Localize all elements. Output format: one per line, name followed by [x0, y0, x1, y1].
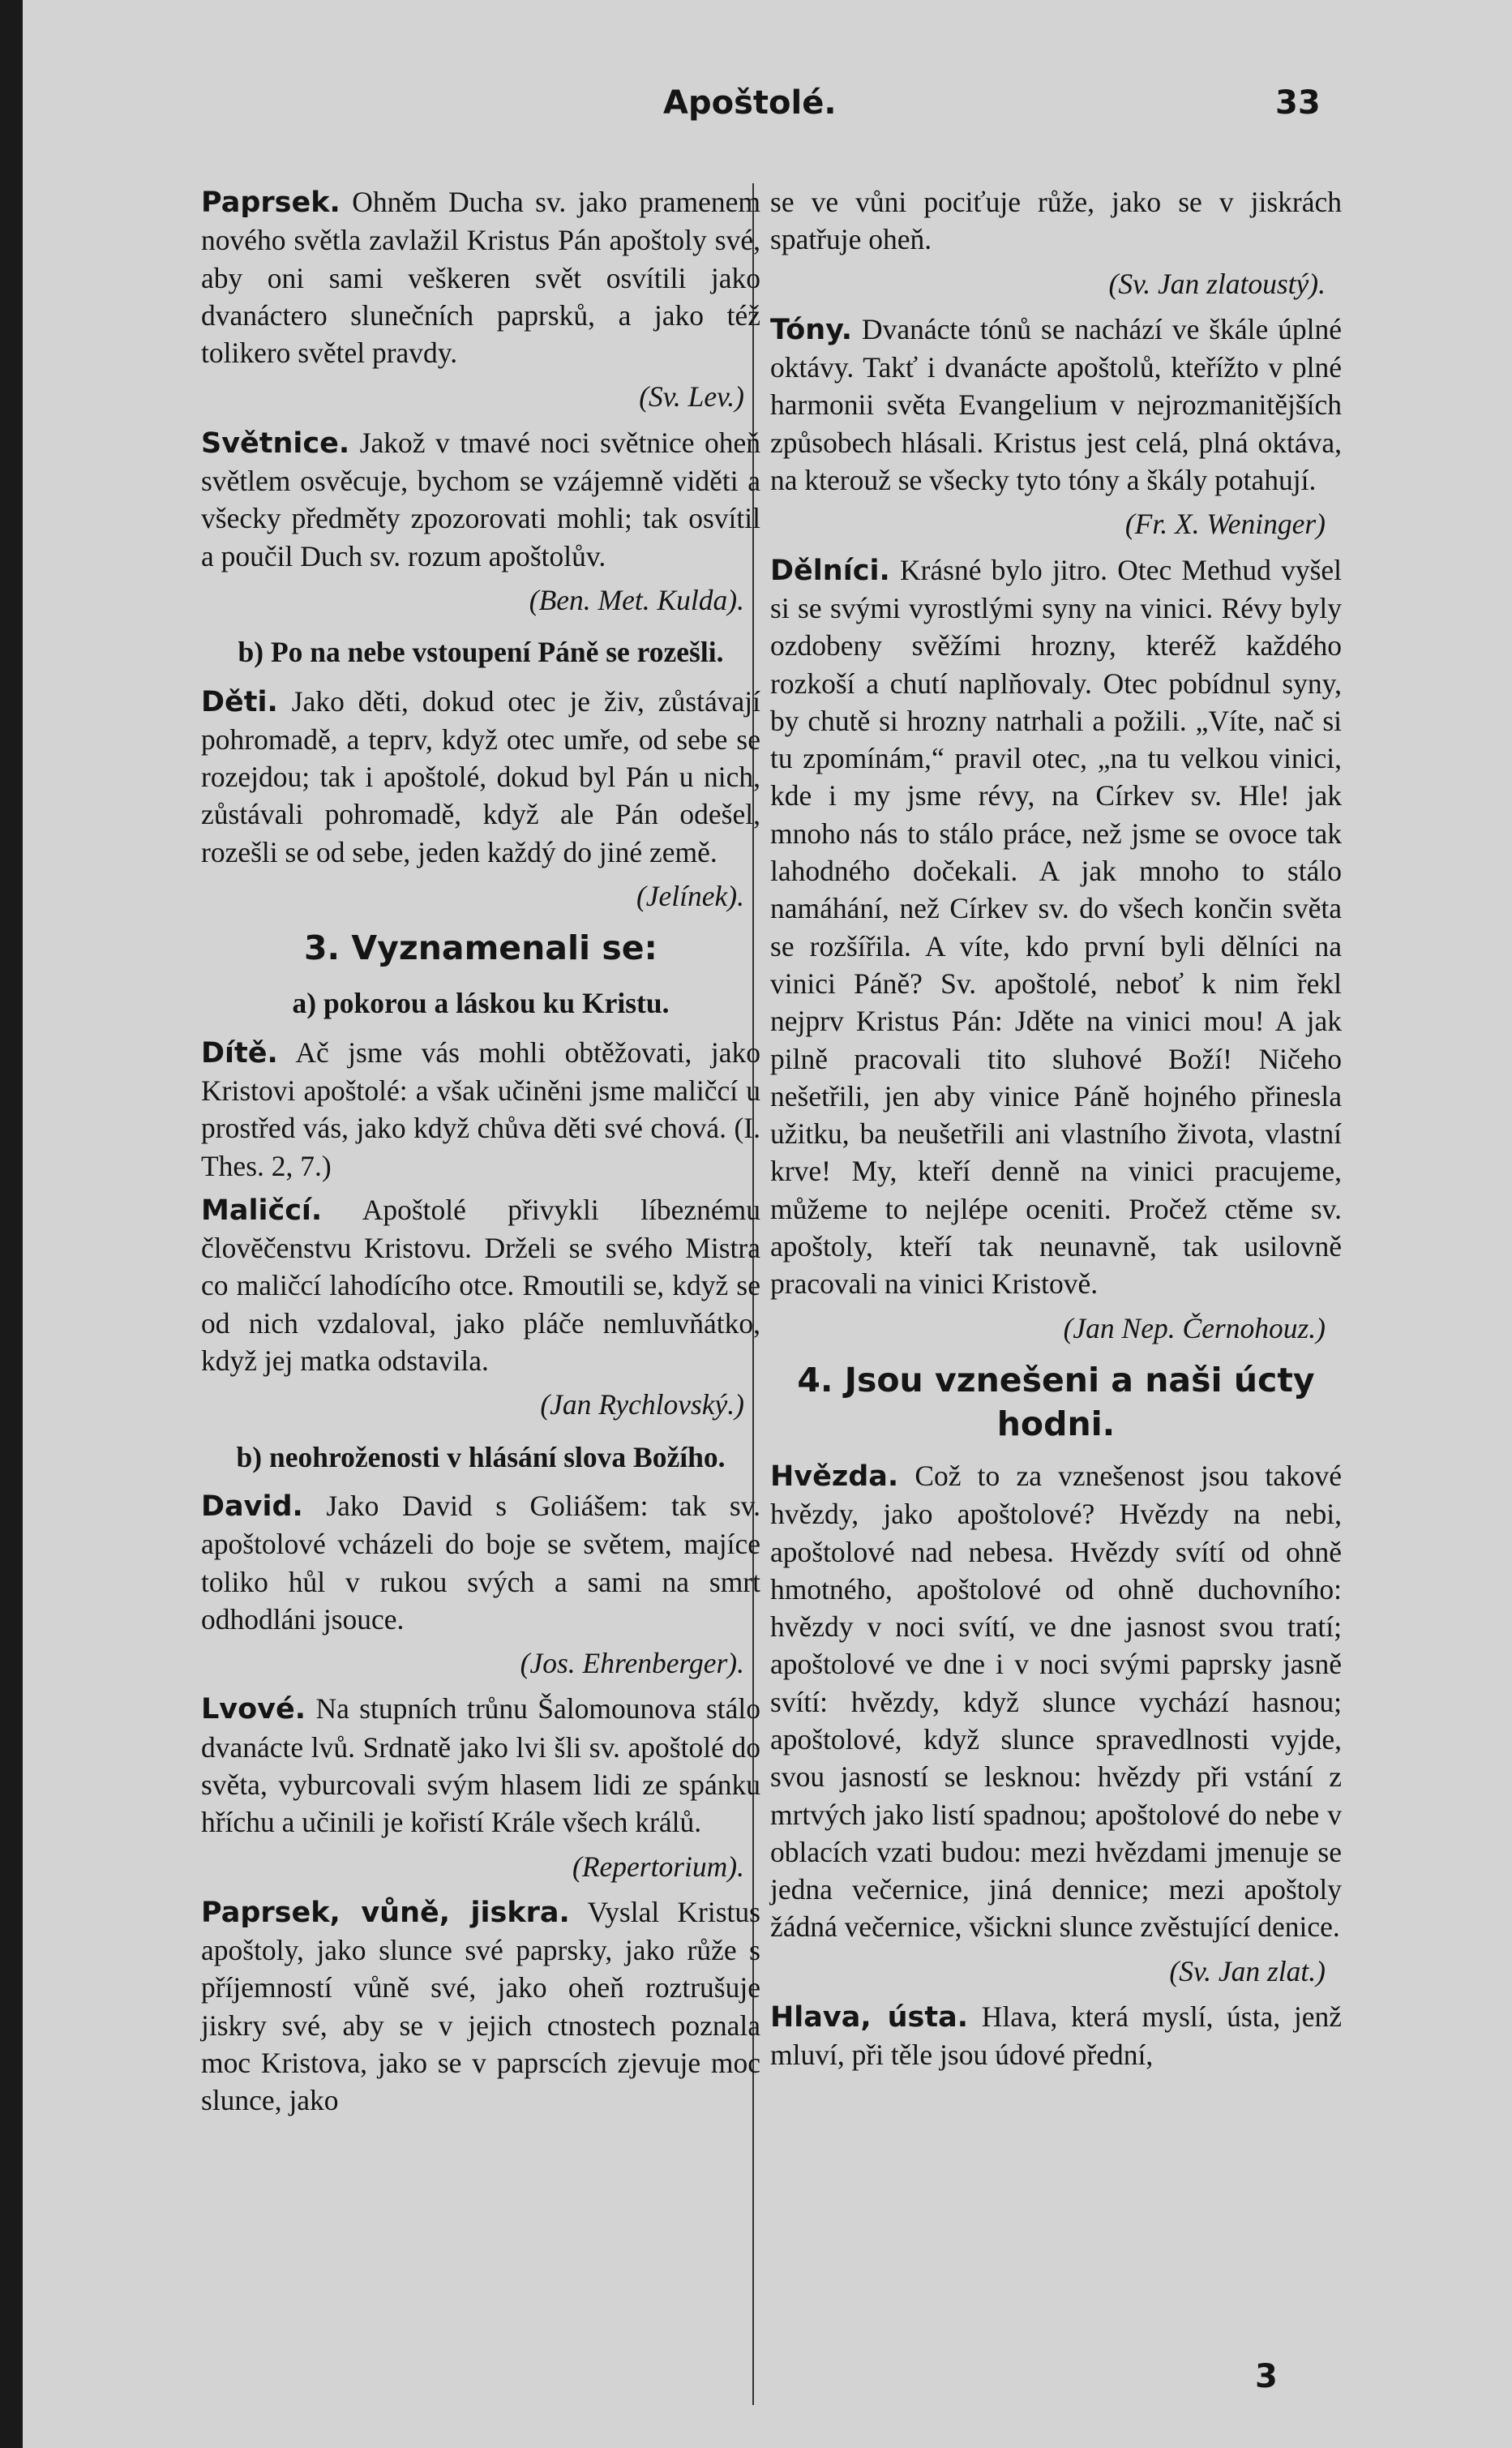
entry-source: (Sv. Jan zlatoustý).: [1108, 267, 1326, 300]
entry-text: Což to za vznešenost jsou takové hvězdy, jako apoštolové? Hvězdy na nebi, apoštolové nad nebesa. Hvězdy svítí od ohně hmotného, apoštolové od ohně duchovního: hvězdy v noci svítí, ve dne jasnost svou tratí; apoštolové ve dne i v noci svými paprsky jasně svítí: hvězdy, když slunce vychází hasnou; apoštolové, když slunce spravedlnosti vyjde, svou jasností se lesknou: hvězdy při vstání z mrtvých jako listí spadnou; apoštolové do nebe v oblacích vzati budou: mezi hvězdami jmenuje se jedna večernice, jiná dennice; mezi apoštoly žádná večernice, všickni slunce zvěstující denice.: [770, 1459, 1342, 1944]
right-column: [770, 183, 1342, 2081]
entry-continuation: se ve vůni pociťuje růže, jako se v jiskrách spatřuje oheň.: [770, 186, 1342, 256]
entry-text: Ohněm Ducha sv. jako pramenem nového světla zavlažil Kristus Pán apoštoly své, aby oni sami veškeren svět osvítili jako dvanáctero slunečních paprsků, a jako též tolikero světel pravdy.: [201, 186, 761, 370]
entry-source: (Jan Rychlovský.): [540, 1388, 744, 1421]
entry-text: Na stupních trůnu Šalomounova stálo dvanácte lvů. Srdnatě jako lvi šli sv. apoštolé do světa, vyburcovali svým hlasem lidi ze spánku hříchu a učinili je kořistí Krále všech králů.: [201, 1692, 760, 1839]
entry-source: (Jelínek).: [636, 880, 744, 913]
entry-text: Hlava, která myslí, ústa, jenž mluví, při těle jsou údové přední,: [770, 2000, 1342, 2072]
entry-text: Jako David s Goliášem: tak sv. apoštolové vcházeli do boje se světem, majíce toliko hůl v rukou svých a sami na smrt odhodláni jsouce.: [201, 1489, 760, 1636]
entry-source: (Sv. Jan zlat.): [1169, 1954, 1326, 1987]
entry-paprsek: [201, 183, 760, 371]
entry-term: Hvězda.: [770, 1460, 899, 1493]
entry-text: Krásné bylo jitro. Otec Methud vyšel si se svými vyrostlými syny na vinici. Révy byly ozdobeny svěžími hrozny, kteréž každého rozkoší a chutí naplňovaly. Otec pobídnul syny, by chutě si hrozny natrhali a požili. „Víte, nač si tu zpomínám,“ pravil otec, „na tu velkou vinici, kde i my jsme révy, na Církev sv. Hle! jak mnoho nás to stálo práce, než jsme se ovoce tak lahodného dočekali. A jak mnoho to stálo namáhání, než Církev sv. do všech končin světa se rozšířila. A víte, kdo první byli dělníci na vinici Páně? Sv. apoštolé, neboť k nim řekl nejprv Kristus Pán: Jděte na vinici mou! A jak pilně pracovali tito sluhové Boží! Ničeho nešetřili, jen aby vinice Páně hojného přinesla užitku, ba neušetřili ani vlastního života, vlastní krve! My, kteří denně na vinici pracujeme, můžeme to nejlépe oceniti. Pročež ctěme sv. apoštoly, kteří tak neunavně, tak usilovně pracovali na vinici Kristově.: [770, 553, 1342, 1301]
entry-deti: [201, 683, 760, 871]
entry-text: Vyslal Kristus apoštoly, jako slunce své paprsky, jako růže s příjemností vůně své, jako oheň roztrušuje jiskry své, aby se v jejich ctnostech poznala moc Kristova, jako se v paprscích zjevuje moc slunce, jako: [201, 1895, 760, 2117]
entry-term: Děti.: [201, 685, 278, 718]
entry-text: Apoštolé přivykli líbeznému človĕčenstvu Kristovu. Drželi se svého Mistra co maličcí lahodícího otce. Rmoutili se, když se od nich vzdaloval, jako pláče nemluvňátko, když jej matka odstavila.: [201, 1193, 760, 1378]
subsection-heading: a) pokorou a láskou ku Kristu.: [292, 987, 670, 1020]
entry-david: [201, 1487, 760, 1638]
page-number: 33: [1275, 84, 1321, 122]
entry-term: Paprsek.: [201, 186, 341, 219]
section-heading: 3. Vyznamenali se:: [304, 928, 657, 968]
entry-text: Jako děti, dokud otec je živ, zůstávají pohromadě, a teprv, když otec umře, od sebe se rozejdou; tak i apoštolé, dokud byl Pán u nich, zůstávali pohromadě, když ale Pán odešel, rozešli se od sebe, jeden každý do jiné země.: [201, 684, 761, 868]
running-header: [23, 84, 1512, 133]
entry-term: Lvové.: [201, 1693, 306, 1726]
entry-source: (Fr. X. Weninger): [1124, 508, 1326, 541]
entry-dite: [201, 1034, 760, 1185]
entry-source: (Repertorium).: [572, 1850, 744, 1883]
entry-hlava-usta: [770, 1998, 1342, 2074]
entry-term: Paprsek, vůně, jiskra.: [201, 1896, 570, 1929]
entry-term: Dítě.: [201, 1036, 278, 1070]
entry-term: Světnice.: [201, 427, 350, 460]
entry-malicci: [201, 1191, 760, 1379]
entry-source: (Sv. Lev.): [639, 380, 744, 414]
entry-term: David.: [201, 1490, 303, 1523]
entry-source: (Jos. Ehrenberger).: [520, 1647, 744, 1680]
entry-delnici: [770, 551, 1342, 1303]
entry-text: Dvanácte tónů se nachází ve škále úplné oktávy. Takť i dvanácte apoštolů, kteřížto v plné harmonii světa Evangelium v nejrozmanitějších způsobech hlásali. Kristus jest celá, plná oktáva, na kterouž se všecky tyto tóny a škály potahují.: [770, 312, 1343, 497]
entry-tony: [770, 311, 1342, 499]
book-page: [23, 0, 1512, 2448]
entry-source: (Ben. Met. Kulda).: [529, 583, 744, 616]
entry-hvezda: [770, 1457, 1342, 1946]
entry-term: Maličcí.: [201, 1194, 323, 1227]
subsection-heading: b) neohroženosti v hlásání slova Božího.: [236, 1440, 726, 1473]
section-heading: 4. Jsou vznešeni a naši úcty hodni.: [797, 1360, 1315, 1443]
entry-source: (Jan Nep. Černohouz.): [1063, 1311, 1326, 1344]
entry-term: Dělníci.: [770, 554, 890, 587]
entry-term: Hlava, ústa.: [770, 2001, 969, 2034]
running-title: Apoštolé.: [663, 84, 837, 122]
subsection-heading: b) Po na nebe vstoupení Páně se rozešli.: [238, 636, 724, 669]
entry-text: Ač jsme vás mohli obtěžovati, jako Kristovi apoštolé: a však učiněni jsme maličcí u prostřed vás, jako když chůva děti své chová. (I. Thes. 2, 7.): [201, 1035, 760, 1182]
entry-svetnice: [201, 424, 760, 575]
entry-term: Tóny.: [770, 313, 853, 346]
entry-paprsek-vune-jiskra: [201, 1893, 760, 2120]
signature-mark: 3: [1255, 2358, 1278, 2395]
left-column: [201, 183, 760, 2126]
entry-text: Jakož v tmavé noci světnice oheň světlem osvěcuje, bychom se vzájemně viděti a všecky předměty zpozorovati mohli; tak osvítil a poučil Duch sv. rozum apoštolův.: [201, 426, 760, 572]
entry-lvove: [201, 1690, 760, 1841]
